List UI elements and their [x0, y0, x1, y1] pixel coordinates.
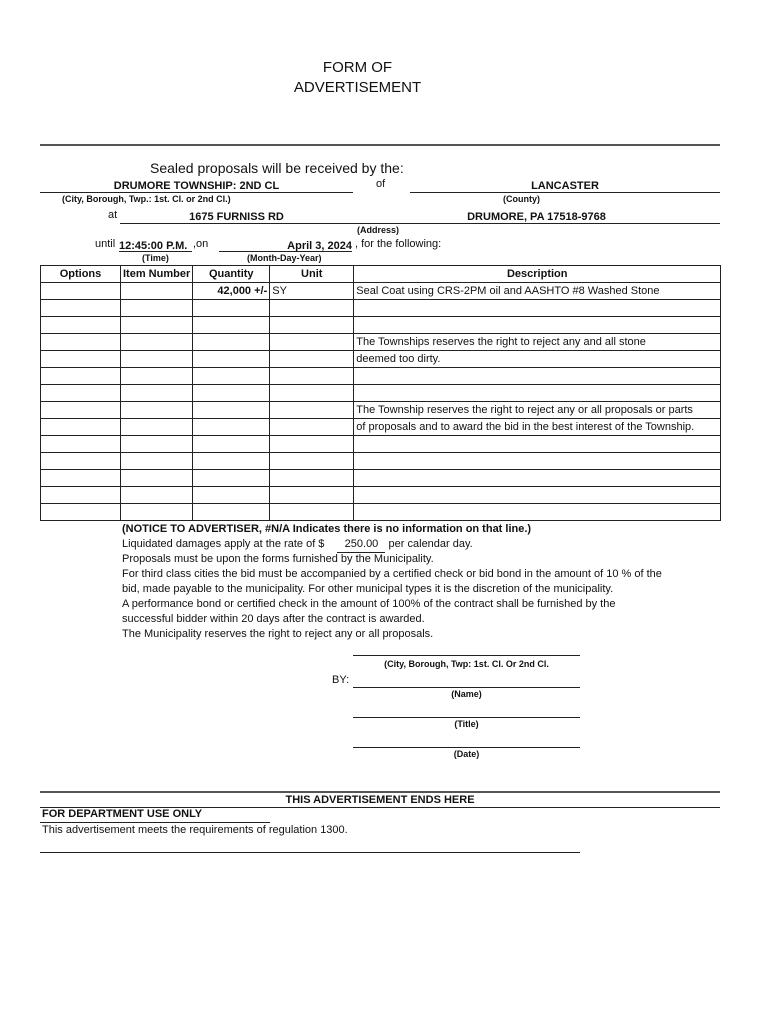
column-header-quantity: Quantity	[193, 266, 270, 283]
table-row	[41, 283, 721, 300]
cell-item-number[interactable]	[121, 402, 193, 419]
liquidated-suffix: per calendar day.	[388, 538, 473, 550]
table-row	[41, 453, 721, 470]
cell-options[interactable]	[41, 487, 121, 504]
date-value: April 3, 2024	[287, 240, 352, 252]
cell-unit[interactable]	[270, 487, 354, 504]
cell-description[interactable]	[354, 368, 721, 385]
notice-reserve-line: The Municipality reserves the right to reject any or all proposals.	[122, 628, 434, 640]
date-caption: (Month-Day-Year)	[247, 253, 322, 263]
cell-item-number[interactable]	[121, 317, 193, 334]
date-signed-caption: (Date)	[453, 749, 480, 759]
cell-description[interactable]	[354, 504, 721, 521]
table-row	[41, 351, 721, 368]
notice-forms-line: Proposals must be upon the forms furnished by the Municipality.	[122, 553, 434, 565]
table-row	[41, 300, 721, 317]
municipality-field[interactable]	[40, 176, 353, 193]
table-row	[41, 368, 721, 385]
signature-field[interactable]	[353, 672, 580, 688]
cell-quantity[interactable]	[193, 385, 270, 402]
cell-unit[interactable]: SY	[270, 283, 354, 300]
cell-quantity[interactable]	[193, 470, 270, 487]
table-row	[41, 334, 721, 351]
notice-performance-line2: successful bidder within 20 days after the contract is awarded.	[122, 613, 425, 625]
table-header-row	[41, 266, 721, 283]
cell-unit[interactable]	[270, 453, 354, 470]
city-type-caption: (City, Borough, Twp: 1st. Cl. Or 2nd Cl.	[384, 659, 549, 669]
at-label: at	[108, 209, 118, 221]
title-field[interactable]	[353, 702, 580, 718]
cell-options[interactable]	[41, 402, 121, 419]
county-field[interactable]	[410, 176, 720, 193]
cell-quantity[interactable]	[193, 368, 270, 385]
cell-options[interactable]	[41, 385, 121, 402]
form-title-line2: ADVERTISEMENT	[293, 79, 422, 96]
cell-unit[interactable]	[270, 351, 354, 368]
cell-quantity[interactable]	[193, 504, 270, 521]
cell-unit[interactable]	[270, 470, 354, 487]
cell-unit[interactable]	[270, 317, 354, 334]
street-field[interactable]	[120, 207, 353, 224]
cell-quantity[interactable]: 42,000 +/-	[193, 283, 270, 300]
cell-unit[interactable]	[270, 436, 354, 453]
name-caption: (Name)	[451, 689, 482, 699]
notice-third-class-line2: bid, made payable to the municipality. For other municipal types it is the discretion of the municipality.	[122, 583, 614, 595]
city-field[interactable]	[353, 207, 720, 224]
table-row	[41, 402, 721, 419]
cell-description[interactable]: The Townships reserves the right to reject any and all stone	[354, 334, 721, 351]
cell-item-number[interactable]	[121, 487, 193, 504]
cell-unit[interactable]	[270, 385, 354, 402]
cell-description[interactable]: of proposals and to award the bid in the best interest of the Township.	[354, 419, 721, 436]
cell-quantity[interactable]	[193, 487, 270, 504]
cell-item-number[interactable]	[121, 334, 193, 351]
table-row	[41, 436, 721, 453]
cell-item-number[interactable]	[121, 351, 193, 368]
cell-description[interactable]	[354, 436, 721, 453]
cell-options[interactable]	[41, 470, 121, 487]
liquidated-damages-line	[122, 537, 473, 553]
cell-item-number[interactable]	[121, 368, 193, 385]
cell-options[interactable]	[41, 453, 121, 470]
regulation-line	[40, 838, 580, 853]
cell-options[interactable]	[41, 334, 121, 351]
cell-item-number[interactable]	[121, 419, 193, 436]
cell-item-number[interactable]	[121, 436, 193, 453]
notice-heading: (NOTICE TO ADVERTISER, #N/A Indicates there is no information on that line.)	[122, 523, 532, 535]
liquidated-amount[interactable]: 250.00	[337, 537, 385, 553]
ends-underline	[40, 792, 720, 808]
cell-description[interactable]	[354, 470, 721, 487]
liquidated-prefix: Liquidated damages apply at the rate of $	[122, 538, 325, 550]
city-zip-value: DRUMORE, PA 17518-9768	[467, 211, 606, 223]
table-row	[41, 470, 721, 487]
cell-unit[interactable]	[270, 504, 354, 521]
cell-unit[interactable]	[270, 402, 354, 419]
cell-quantity[interactable]	[193, 453, 270, 470]
cell-item-number[interactable]	[121, 385, 193, 402]
cell-quantity[interactable]	[193, 402, 270, 419]
cell-options[interactable]	[41, 283, 121, 300]
cell-item-number[interactable]	[121, 504, 193, 521]
cell-description[interactable]	[354, 317, 721, 334]
address-caption: (Address)	[357, 225, 400, 235]
until-label: until	[95, 238, 116, 250]
county-value: LANCASTER	[531, 180, 599, 192]
title-caption: (Title)	[454, 719, 479, 729]
department-use-underline	[40, 808, 270, 823]
cell-unit[interactable]	[270, 300, 354, 317]
cell-item-number[interactable]	[121, 470, 193, 487]
municipality-name: DRUMORE TOWNSHIP: 2ND CL	[113, 180, 280, 192]
following-text: , for the following:	[355, 238, 442, 250]
cell-unit[interactable]	[270, 419, 354, 436]
cell-unit[interactable]	[270, 334, 354, 351]
table-row	[41, 504, 721, 521]
cell-item-number[interactable]	[121, 300, 193, 317]
cell-item-number[interactable]	[121, 283, 193, 300]
cell-quantity[interactable]	[193, 334, 270, 351]
department-use-label: FOR DEPARTMENT USE ONLY	[42, 808, 203, 820]
cell-quantity[interactable]	[193, 436, 270, 453]
cell-description[interactable]	[354, 487, 721, 504]
cell-item-number[interactable]	[121, 453, 193, 470]
time-caption: (Time)	[142, 253, 169, 263]
cell-description[interactable]	[354, 385, 721, 402]
top-divider	[40, 144, 720, 146]
table-row	[41, 487, 721, 504]
form-title-line1: FORM OF	[322, 59, 393, 76]
table-row	[41, 317, 721, 334]
municipality-caption: (City, Borough, Twp.: 1st. Cl. or 2nd Cl.)	[62, 194, 231, 204]
cell-description[interactable]: deemed too dirty.	[354, 351, 721, 368]
cell-description[interactable]: The Township reserves the right to reject any or all proposals or parts	[354, 402, 721, 419]
street-value: 1675 FURNISS RD	[189, 211, 284, 223]
column-header-unit: Unit	[270, 266, 354, 283]
cell-description[interactable]	[354, 453, 721, 470]
time-field[interactable]	[119, 236, 192, 252]
cell-options[interactable]	[41, 419, 121, 436]
on-label: ,on	[193, 238, 209, 250]
cell-options[interactable]	[41, 317, 121, 334]
cell-quantity[interactable]	[193, 300, 270, 317]
date-signed-field[interactable]	[353, 732, 580, 748]
by-label: BY:	[332, 674, 350, 686]
sealed-proposals-text: Sealed proposals will be received by the:	[150, 160, 404, 176]
cell-quantity[interactable]	[193, 351, 270, 368]
regulation-text: This advertisement meets the requirements of regulation 1300.	[42, 824, 348, 836]
cell-options[interactable]	[41, 368, 121, 385]
cell-unit[interactable]	[270, 368, 354, 385]
date-field[interactable]	[219, 236, 352, 252]
cell-description[interactable]: Seal Coat using CRS-2PM oil and AASHTO #8 Washed Stone	[354, 283, 721, 300]
of-label: of	[376, 178, 386, 190]
cell-description[interactable]	[354, 300, 721, 317]
notice-performance-line1: A performance bond or certified check in the amount of 100% of the contract shall be furnished by the	[122, 598, 616, 610]
cell-options[interactable]	[41, 504, 121, 521]
cell-options[interactable]	[41, 351, 121, 368]
table-body	[41, 283, 721, 521]
column-header-options: Options	[41, 266, 121, 283]
table-row	[41, 385, 721, 402]
cell-quantity[interactable]	[193, 419, 270, 436]
items-table	[40, 265, 721, 521]
county-caption: (County)	[503, 194, 540, 204]
time-value: 12:45:00 P.M.	[119, 240, 188, 252]
table-row	[41, 419, 721, 436]
cell-options[interactable]	[41, 436, 121, 453]
ends-here-text: THIS ADVERTISEMENT ENDS HERE	[285, 794, 475, 806]
cell-quantity[interactable]	[193, 317, 270, 334]
notice-third-class-line1: For third class cities the bid must be accompanied by a certified check or bid bond in the amount of 10 % of the	[122, 568, 662, 580]
cell-options[interactable]	[41, 300, 121, 317]
column-header-item-number: Item Number	[121, 266, 193, 283]
signature-top-line	[353, 655, 580, 656]
column-header-description: Description	[354, 266, 721, 283]
